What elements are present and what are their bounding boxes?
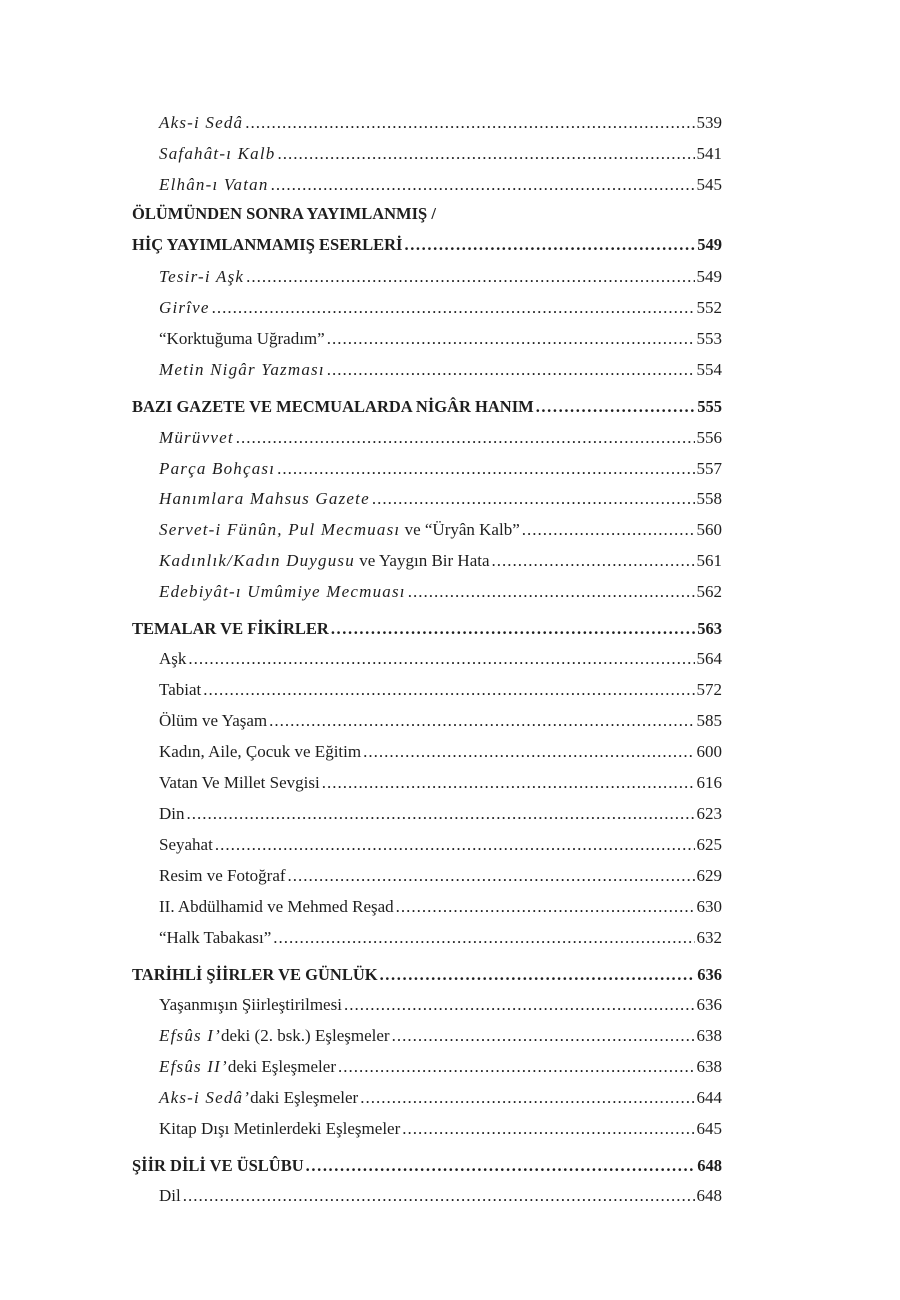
dot-leader [183,1185,695,1207]
page-number: 545 [696,175,722,194]
toc-entry [159,581,722,603]
toc-title-text: “Halk Tabakası” [159,928,272,947]
page-number: 616 [696,773,722,792]
page-number: 553 [696,329,722,348]
toc-entry [159,679,722,701]
toc-entry-title [159,1056,336,1078]
toc-entry [159,328,722,350]
toc-title-italic: Girîve [159,298,210,317]
page-number: 630 [696,897,722,916]
toc-title-text: ve “Üryân Kalb” [400,520,520,539]
page-number: 632 [696,928,722,947]
toc-entry-title [159,896,394,918]
toc-entry-title [159,927,271,949]
toc-title-italic: Safahât-ı Kalb [159,144,276,163]
dot-leader [327,359,695,381]
toc-title-text: Din [159,804,185,823]
page-number: 563 [697,619,722,638]
dot-leader [271,174,695,196]
toc-entry [159,427,722,449]
toc-entry-title [159,710,267,732]
toc-entry-title [159,328,325,350]
toc-title-text: TEMALAR VE FİKİRLER [132,619,329,638]
toc-entry-title [159,266,244,288]
dot-leader [212,297,695,319]
dot-leader [344,994,695,1016]
dot-leader [522,519,695,541]
toc-title-text: daki Eşleşmeler [250,1088,359,1107]
toc-section-heading [132,618,722,640]
dot-leader [360,1087,694,1109]
toc-entry-title [132,234,402,256]
toc-entry [159,927,722,949]
toc-title-italic: Elhân-ı Vatan [159,175,269,194]
dot-leader [288,865,695,887]
toc-entry-title [132,618,329,640]
dot-leader [277,458,694,480]
toc-title-text: Seyahat [159,835,213,854]
toc-entry [159,112,722,134]
toc-entry [159,1056,722,1078]
dot-leader [245,112,694,134]
toc-entry [159,359,722,381]
toc-entry-title [159,865,286,887]
toc-entry [159,648,722,670]
toc-title-italic: Servet-i Fünûn, Pul Mecmuası [159,520,401,539]
dot-leader [273,927,694,949]
toc-entry [159,519,722,541]
toc-entry [159,710,722,732]
page-number: 561 [696,551,722,570]
toc-entry-title [159,359,325,381]
page-number: 549 [696,267,722,286]
toc-entry-title [159,648,186,670]
toc-section-heading [132,964,722,986]
toc-title-text: Yaşanmışın Şiirleştirilmesi [159,995,342,1014]
dot-leader [246,266,694,288]
page-number: 644 [696,1088,722,1107]
toc-entry-title [159,458,275,480]
page-number: 572 [696,680,722,699]
page-number: 648 [697,1156,722,1175]
page-number: 629 [696,866,722,885]
toc-entry [159,994,722,1016]
page-number: 638 [696,1026,722,1045]
page-number: 636 [696,995,722,1014]
toc-title-italic: Efsûs II’ [159,1057,228,1076]
toc-title-text: Tabiat [159,680,202,699]
dot-leader [380,964,696,986]
toc-entry-title [159,519,520,541]
dot-leader [215,834,695,856]
dot-leader [322,772,695,794]
toc-title-italic: Aks-i Sedâ’ [159,1088,251,1107]
toc-title-text: deki (2. bsk.) Eşleşmeler [221,1026,390,1045]
toc-entry [159,1185,722,1207]
toc-entry [159,1087,722,1109]
toc-title-italic: Edebiyât-ı Umûmiye Mecmuası [159,582,406,601]
toc-title-italic: Metin Nigâr Yazması [159,360,325,379]
toc-title-text: ŞİİR DİLİ VE ÜSLÛBU [132,1156,304,1175]
toc-title-italic: Tesir-i Aşk [159,267,245,286]
toc-title-text: Kitap Dışı Metinlerdeki Eşleşmeler [159,1119,401,1138]
toc-entry-title [159,550,490,572]
toc-entry [159,266,722,288]
toc-entry-title [132,964,378,986]
toc-title-text: Kadın, Aile, Çocuk ve Eğitim [159,742,362,761]
dot-leader [492,550,695,572]
toc-heading-line: ÖLÜMÜNDEN SONRA YAYIMLANMIŞ / [132,204,436,223]
dot-leader [306,1155,696,1177]
toc-entry [159,488,722,510]
page-number: 549 [697,235,722,254]
toc-section-heading [132,1155,722,1177]
toc-entry-title [159,427,234,449]
dot-leader [331,618,695,640]
toc-entry-title [159,1118,400,1140]
toc-entry-title [159,581,406,603]
dot-leader [392,1025,695,1047]
dot-leader [327,328,695,350]
toc-entry-title [159,679,201,701]
page-number: 623 [696,804,722,823]
page-number: 554 [696,360,722,379]
page-number: 645 [696,1119,722,1138]
toc-title-text: II. Abdülhamid ve Mehmed Reşad [159,897,394,916]
dot-leader [363,741,694,763]
dot-leader [536,396,696,418]
dot-leader [187,803,695,825]
dot-leader [396,896,695,918]
dot-leader [404,234,695,256]
toc-title-text: BAZI GAZETE VE MECMUALARDA NİGÂR HANIM [132,397,534,416]
toc-entry [159,741,722,763]
toc-entry-title [159,1185,181,1207]
toc-entry [159,297,722,319]
toc-entry-title [132,1155,304,1177]
toc-entry-title [132,396,534,418]
toc-entry [159,834,722,856]
toc-entry-title [159,297,210,319]
dot-leader [203,679,694,701]
toc-entry-title [159,174,269,196]
toc-title-text: Dil [159,1186,181,1205]
page-number: 552 [696,298,722,317]
toc-entry-title [159,1025,390,1047]
page-number: 600 [696,742,722,761]
toc-title-text: Resim ve Fotoğraf [159,866,286,885]
toc-title-text: HİÇ YAYIMLANMAMIŞ ESERLERİ [132,235,403,254]
page-number: 562 [696,582,722,601]
toc-entry-title [159,772,320,794]
toc-entry [159,550,722,572]
toc-entry-title [159,112,243,134]
toc-entry-title [159,803,185,825]
toc-entry [159,865,722,887]
toc-title-text: Vatan Ve Millet Sevgisi [159,773,320,792]
page-number: 560 [696,520,722,539]
dot-leader [338,1056,695,1078]
page-number: 585 [696,711,722,730]
toc-entry-title [159,741,361,763]
toc-entry [159,772,722,794]
page-number: 638 [696,1057,722,1076]
page-number: 648 [696,1186,722,1205]
toc-entry [159,896,722,918]
toc-title-italic: Mürüvvet [159,428,234,447]
toc-entry-title [159,834,213,856]
dot-leader [372,488,695,510]
dot-leader [269,710,694,732]
toc-section-heading [132,396,722,418]
toc-entry [159,143,722,165]
toc-title-text: ve Yaygın Bir Hata [354,551,490,570]
page-number: 555 [697,397,722,416]
page-number: 558 [696,489,722,508]
toc-title-text: deki Eşleşmeler [227,1057,336,1076]
toc-title-italic: Parça Bohçası [159,459,276,478]
toc-title-text: TARİHLİ ŞİİRLER VE GÜNLÜK [132,965,378,984]
page-number: 556 [696,428,722,447]
dot-leader [402,1118,694,1140]
toc-title-italic: Kadınlık/Kadın Duygusu [159,551,355,570]
page-number: 625 [696,835,722,854]
toc-entry [159,1025,722,1047]
dot-leader [408,581,695,603]
page-number: 541 [696,144,722,163]
toc-entry-title [159,488,370,510]
toc-entry [159,174,722,196]
dot-leader [236,427,695,449]
page-number: 557 [696,459,722,478]
toc-entry [159,458,722,480]
page-number: 539 [696,113,722,132]
toc-entry-title [159,994,342,1016]
toc-title-text: Aşk [159,649,187,668]
dot-leader [188,648,694,670]
toc-entry [159,803,722,825]
toc-entry-title [159,1087,358,1109]
dot-leader [277,143,694,165]
toc-entry [159,1118,722,1140]
page-number: 636 [697,965,722,984]
page-number: 564 [696,649,722,668]
toc-title-italic: Hanımlara Mahsus Gazete [159,489,370,508]
toc-title-text: Ölüm ve Yaşam [159,711,268,730]
toc-entry-title [159,143,275,165]
toc-title-text: “Korktuğuma Uğradım” [159,329,325,348]
toc-title-italic: Efsûs I’ [159,1026,222,1045]
toc-title-italic: Aks-i Sedâ [159,113,244,132]
toc-section-heading [132,234,722,256]
